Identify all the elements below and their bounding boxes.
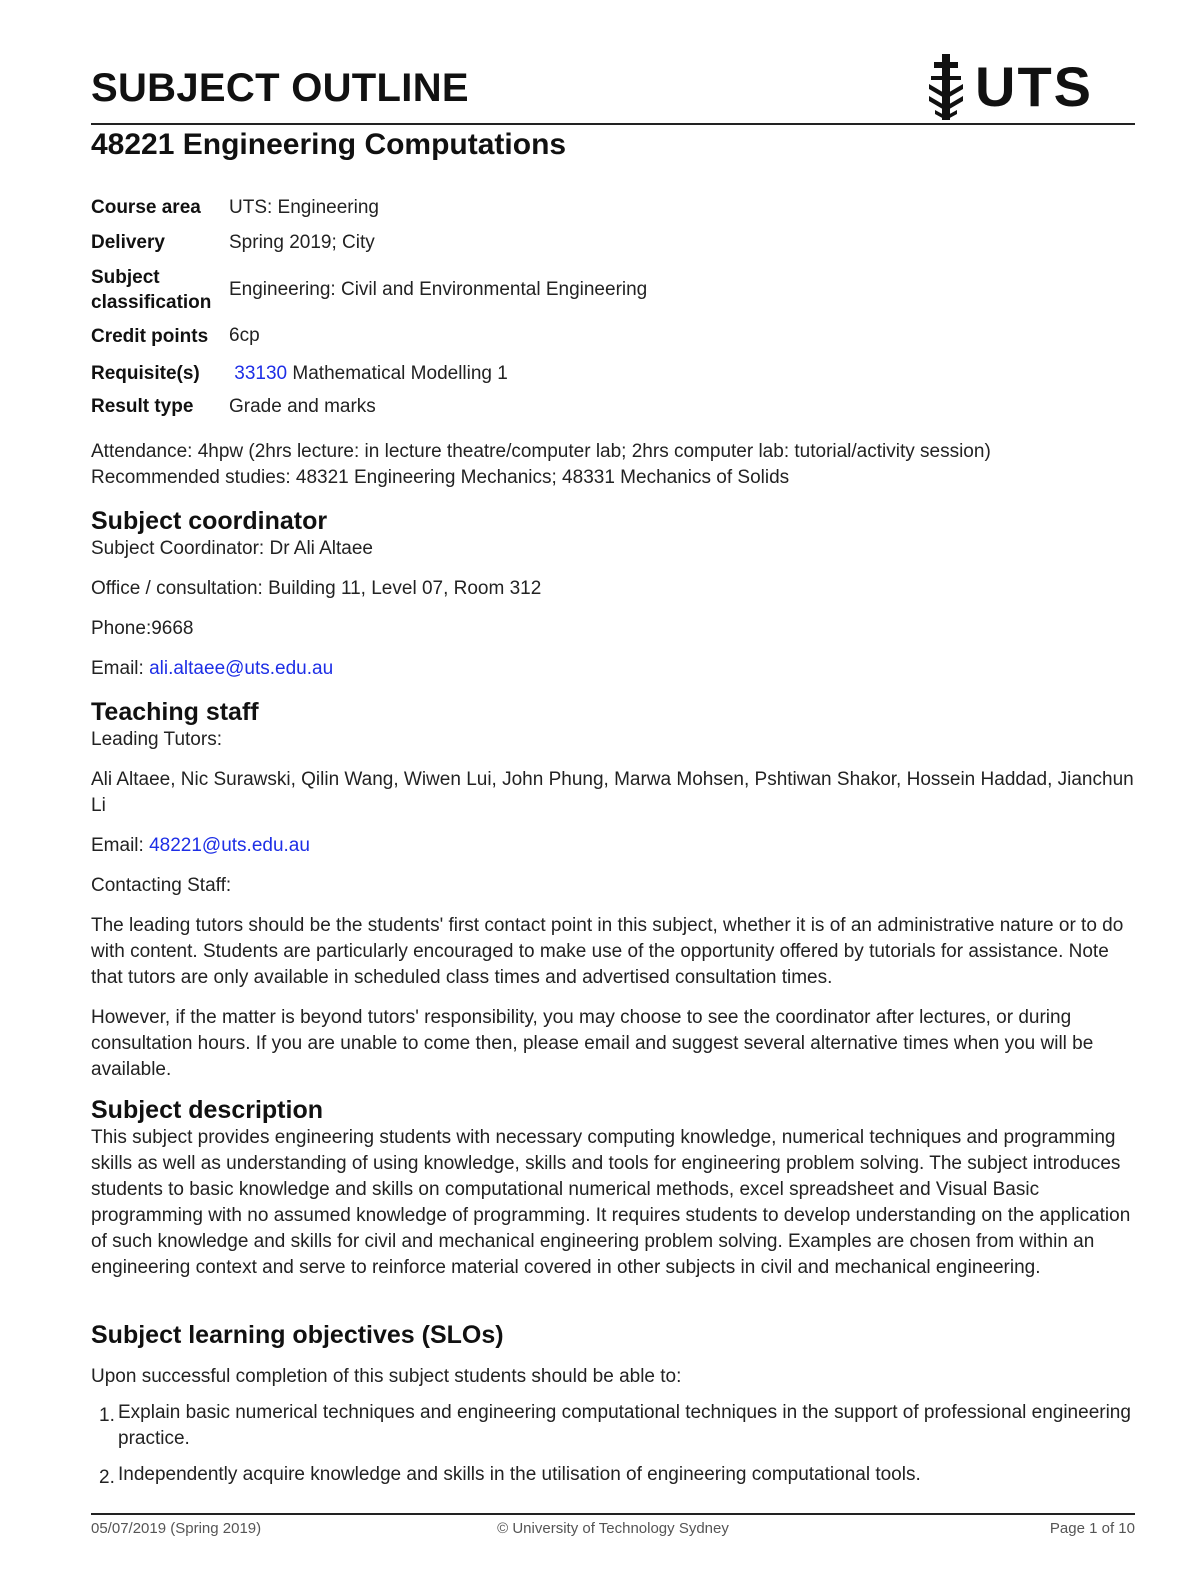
info-value: Spring 2019; City — [229, 231, 375, 253]
list-item — [91, 1462, 1135, 1488]
requisite-name: Mathematical Modelling 1 — [287, 362, 508, 384]
info-value: Grade and marks — [229, 395, 376, 417]
coordinator-section — [91, 506, 1135, 682]
teaching-staff-section — [91, 697, 1135, 1083]
info-value: Engineering: Civil and Environmental Engineering — [229, 278, 648, 300]
info-label: Delivery — [91, 232, 165, 253]
coordinator-email-line — [91, 656, 1135, 682]
footer-copyright: © University of Technology Sydney — [497, 1520, 729, 1537]
info-value — [229, 357, 991, 390]
info-row-credit — [91, 315, 991, 357]
info-row-requisite — [91, 357, 991, 390]
slos-section — [91, 1320, 1135, 1488]
info-label: Result type — [91, 396, 194, 417]
description-section — [91, 1095, 1135, 1281]
info-row-course-area — [91, 194, 991, 221]
info-label — [91, 264, 229, 315]
section-heading: Subject coordinator — [91, 507, 328, 535]
leading-tutors-label: Leading Tutors: — [91, 729, 222, 750]
document-title: SUBJECT OUTLINE — [91, 66, 469, 110]
attendance-block — [91, 439, 1135, 491]
teaching-email-link[interactable]: 48221@uts.edu.au — [149, 835, 310, 856]
info-label: Requisite(s) — [91, 363, 200, 384]
recommended-studies-text: Recommended studies: 48321 Engineering Mechanics; 48331 Mechanics of Solids — [91, 467, 790, 488]
contacting-staff-label: Contacting Staff: — [91, 875, 232, 896]
list-number: 2. — [99, 1467, 115, 1488]
requisite-link[interactable]: 33130 — [234, 362, 288, 384]
section-heading: Subject learning objectives (SLOs) — [91, 1321, 504, 1349]
info-row-delivery — [91, 221, 991, 264]
uts-crest-icon — [925, 52, 967, 122]
coordinator-office: Office / consultation: Building 11, Level 07, Room 312 — [91, 578, 542, 599]
title-divider — [91, 123, 1135, 125]
subject-title: 48221 Engineering Computations — [91, 128, 567, 161]
list-item — [91, 1400, 1135, 1452]
section-heading: Teaching staff — [91, 698, 259, 726]
email-label: Email: — [91, 658, 150, 679]
info-value: 6cp — [229, 325, 260, 346]
footer-divider — [91, 1513, 1135, 1515]
list-number: 1. — [99, 1405, 115, 1426]
description-text: This subject provides engineering students with necessary computing knowledge, numerical techniques and programming skills as well as understanding of using knowledge, skills and tools for engineering problem solving. The subject introduces students to basic knowledge and skills on computational numerical methods, excel spreadsheet and Visual Basic programming with no assumed knowledge of programming. It requires students to develop understanding on the application of such knowledge and skills for civil and mechanical engineering problem solving. Examples are chosen from within an engineering context and serve to reinforce material covered in other subjects in civil and mechanical engineering. — [91, 1127, 1131, 1278]
info-row-result — [91, 390, 991, 423]
contacting-paragraph-1: The leading tutors should be the students' first contact point in this subject, whether it is of an administrative nature or to do with content. Students are particularly encouraged to make use of the opportunity offered by tutorials for assistance. Note that tutors are only available in scheduled class times and advertised consultation times. — [91, 915, 1124, 988]
document-page — [91, 0, 1135, 1590]
info-label-line: Subject — [91, 266, 160, 288]
uts-logo-text: UTS — [975, 55, 1093, 118]
info-label-line: classification — [91, 291, 212, 313]
email-label: Email: — [91, 835, 150, 856]
teaching-email-line — [91, 833, 1135, 859]
section-heading: Subject description — [91, 1096, 323, 1124]
info-label: Credit points — [91, 325, 209, 347]
subject-info-table — [91, 194, 991, 423]
contacting-paragraph-2: However, if the matter is beyond tutors' responsibility, you may choose to see the coordinator after lectures, or during consultation hours. If you are unable to come then, please email and suggest several alternative times when you will be available. — [91, 1007, 1094, 1080]
slos-list — [91, 1400, 1135, 1488]
footer-page-number: Page 1 of 10 — [1049, 1520, 1135, 1537]
list-item-text: Independently acquire knowledge and skills in the utilisation of engineering computational tools. — [118, 1464, 921, 1485]
tutors-list: Ali Altaee, Nic Surawski, Qilin Wang, Wiwen Lui, John Phung, Marwa Mohsen, Pshtiwan Shakor, Hossein Haddad, Jianchun Li — [91, 769, 1134, 816]
list-item-text: Explain basic numerical techniques and engineering computational techniques in the support of professional engineering practice. — [118, 1402, 1131, 1449]
coordinator-name: Subject Coordinator: Dr Ali Altaee — [91, 538, 373, 559]
info-row-classification — [91, 264, 991, 315]
slos-intro: Upon successful completion of this subject students should be able to: — [91, 1366, 682, 1387]
coordinator-email-link[interactable]: ali.altaee@uts.edu.au — [149, 658, 334, 679]
coordinator-phone: Phone:9668 — [91, 618, 194, 639]
page-footer — [91, 1520, 1135, 1540]
uts-logo — [925, 52, 1093, 122]
info-value: UTS: Engineering — [229, 196, 379, 218]
attendance-text: Attendance: 4hpw (2hrs lecture: in lecture theatre/computer lab; 2hrs computer lab: tutorial/activity session) — [91, 441, 991, 462]
info-label: Course area — [91, 197, 201, 218]
footer-date: 05/07/2019 (Spring 2019) — [91, 1520, 262, 1537]
